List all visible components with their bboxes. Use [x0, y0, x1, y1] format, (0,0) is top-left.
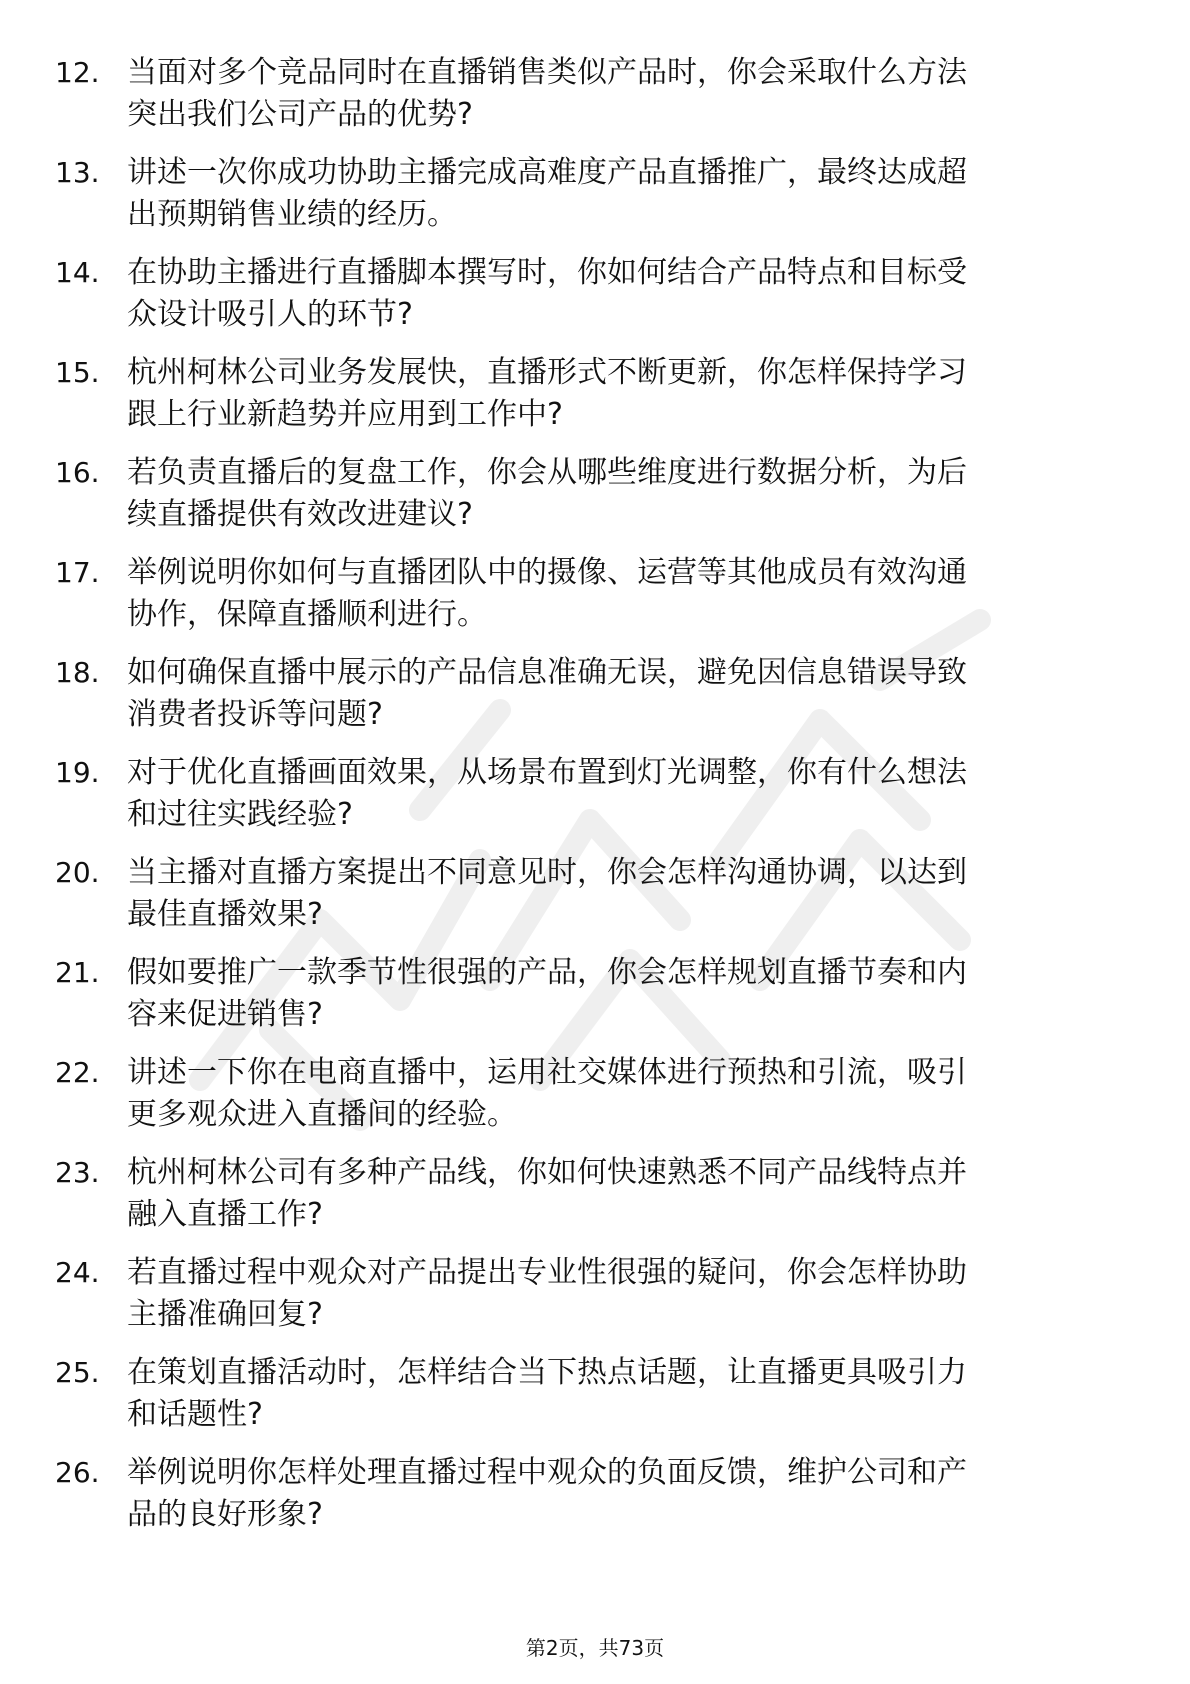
question-text [127, 752, 1127, 836]
question-item [0, 1452, 1190, 1552]
question-item [0, 552, 1190, 652]
question-line: 对于优化直播画面效果，从场景布置到灯光调整，你有什么想法 [127, 755, 967, 790]
question-list [0, 52, 1190, 1552]
question-number: 12. [55, 56, 100, 89]
question-line: 和话题性? [127, 1397, 263, 1432]
question-text [127, 1052, 1127, 1136]
question-item [0, 452, 1190, 552]
question-line: 举例说明你怎样处理直播过程中观众的负面反馈，维护公司和产 [127, 1455, 967, 1490]
question-line: 讲述一次你成功协助主播完成高难度产品直播推广，最终达成超 [127, 155, 967, 190]
question-line: 和过往实践经验? [127, 797, 353, 832]
question-text [127, 1152, 1127, 1236]
question-line: 假如要推广一款季节性很强的产品，你会怎样规划直播节奏和内 [127, 955, 967, 990]
question-item [0, 752, 1190, 852]
question-line: 跟上行业新趋势并应用到工作中? [127, 397, 563, 432]
question-item [0, 52, 1190, 152]
question-number: 20. [55, 856, 100, 889]
question-item [0, 252, 1190, 352]
question-text [127, 552, 1127, 636]
question-line: 最佳直播效果? [127, 897, 323, 932]
question-item [0, 1252, 1190, 1352]
question-line: 杭州柯林公司有多种产品线，你如何快速熟悉不同产品线特点并 [127, 1155, 967, 1190]
question-text [127, 452, 1127, 536]
question-item [0, 652, 1190, 752]
question-line: 突出我们公司产品的优势? [127, 97, 473, 132]
question-line: 更多观众进入直播间的经验。 [127, 1097, 517, 1132]
question-line: 续直播提供有效改进建议? [127, 497, 473, 532]
question-item [0, 152, 1190, 252]
question-line: 出预期销售业绩的经历。 [127, 197, 457, 232]
question-line: 当面对多个竞品同时在直播销售类似产品时，你会采取什么方法 [127, 55, 967, 90]
question-text [127, 152, 1127, 236]
question-text [127, 652, 1127, 736]
question-number: 26. [55, 1456, 100, 1489]
question-text [127, 1252, 1127, 1336]
question-line: 在协助主播进行直播脚本撰写时，你如何结合产品特点和目标受 [127, 255, 967, 290]
question-number: 24. [55, 1256, 100, 1289]
question-line: 主播准确回复? [127, 1297, 323, 1332]
question-number: 21. [55, 956, 100, 989]
question-number: 25. [55, 1356, 100, 1389]
question-item [0, 952, 1190, 1052]
question-number: 15. [55, 356, 100, 389]
page-footer: 第2页，共73页 [525, 1636, 665, 1660]
question-number: 16. [55, 456, 100, 489]
question-line: 融入直播工作? [127, 1197, 323, 1232]
question-item [0, 1352, 1190, 1452]
question-text [127, 852, 1127, 936]
question-line: 协作，保障直播顺利进行。 [127, 597, 487, 632]
question-number: 17. [55, 556, 100, 589]
question-number: 22. [55, 1056, 100, 1089]
question-item [0, 352, 1190, 452]
question-line: 若负责直播后的复盘工作，你会从哪些维度进行数据分析，为后 [127, 455, 967, 490]
question-number: 19. [55, 756, 100, 789]
question-line: 品的良好形象? [127, 1497, 323, 1532]
question-line: 消费者投诉等问题? [127, 697, 383, 732]
question-line: 讲述一下你在电商直播中，运用社交媒体进行预热和引流，吸引 [127, 1055, 967, 1090]
question-line: 如何确保直播中展示的产品信息准确无误，避免因信息错误导致 [127, 655, 967, 690]
question-text [127, 952, 1127, 1036]
question-number: 18. [55, 656, 100, 689]
question-text [127, 252, 1127, 336]
question-item [0, 1052, 1190, 1152]
question-number: 14. [55, 256, 100, 289]
question-number: 23. [55, 1156, 100, 1189]
question-number: 13. [55, 156, 100, 189]
question-line: 容来促进销售? [127, 997, 323, 1032]
question-text [127, 1352, 1127, 1436]
question-line: 当主播对直播方案提出不同意见时，你会怎样沟通协调，以达到 [127, 855, 967, 890]
question-line: 在策划直播活动时，怎样结合当下热点话题，让直播更具吸引力 [127, 1355, 967, 1390]
question-line: 杭州柯林公司业务发展快，直播形式不断更新，你怎样保持学习 [127, 355, 967, 390]
question-line: 举例说明你如何与直播团队中的摄像、运营等其他成员有效沟通 [127, 555, 967, 590]
question-item [0, 852, 1190, 952]
question-item [0, 1152, 1190, 1252]
question-text [127, 52, 1127, 136]
question-line: 众设计吸引人的环节? [127, 297, 413, 332]
question-line: 若直播过程中观众对产品提出专业性很强的疑问，你会怎样协助 [127, 1255, 967, 1290]
question-text [127, 1452, 1127, 1536]
question-text [127, 352, 1127, 436]
